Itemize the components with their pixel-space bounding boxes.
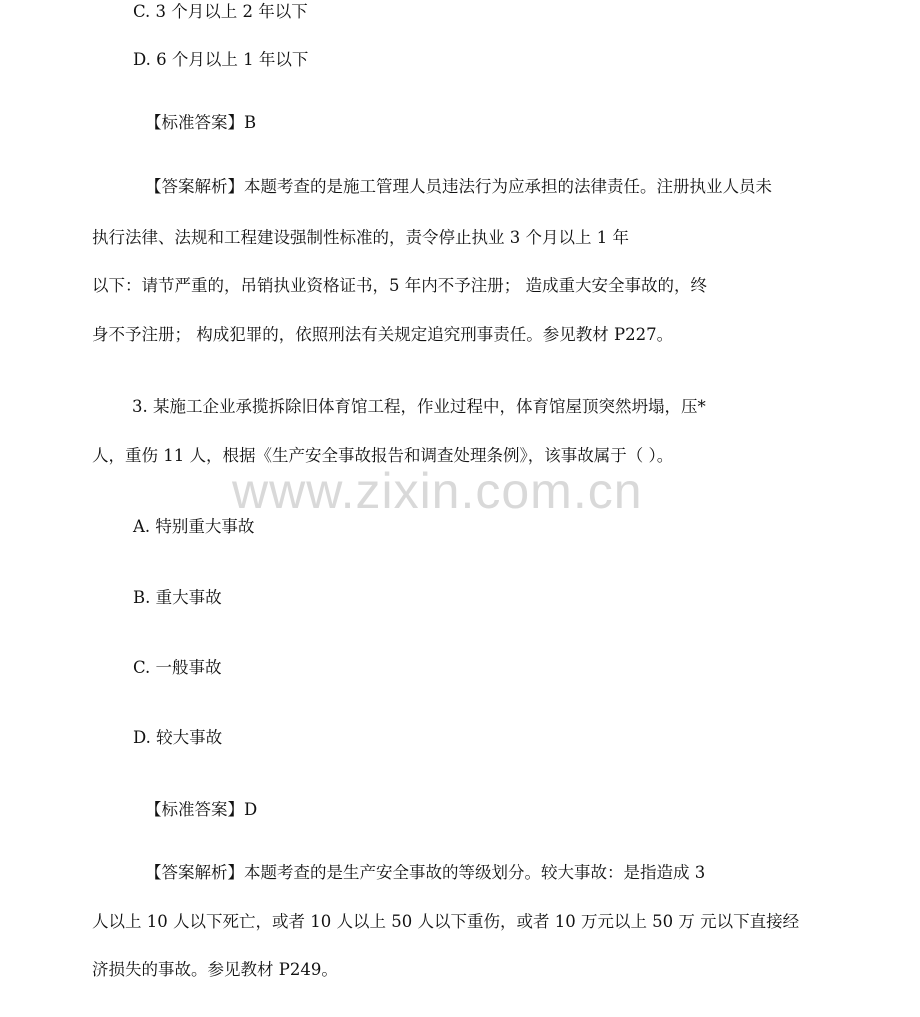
option-c-prev: C. 3 个月以上 2 年以下 bbox=[133, 2, 308, 21]
prev-analysis-line: 【答案解析】本题考查的是施工管理人员违法行为应承担的法律责任。注册执业人员未 bbox=[145, 177, 772, 196]
option-d-prev: D. 6 个月以上 1 年以下 bbox=[133, 50, 309, 69]
question-line: 3. 某施工企业承揽拆除旧体育馆工程，作业过程中，体育馆屋顶突然坍塌，压* bbox=[132, 397, 706, 416]
prev-standard-answer: 【标准答案】B bbox=[145, 113, 257, 132]
option-a: A. 特别重大事故 bbox=[133, 517, 255, 536]
question-line: 人，重伤 11 人，根据《生产安全事故报告和调查处理条例》，该事故属于（ ）。 bbox=[92, 446, 674, 465]
prev-analysis-line: 身不予注册； 构成犯罪的，依照刑法有关规定追究刑事责任。参见教材 P227。 bbox=[92, 325, 674, 344]
option-d: D. 较大事故 bbox=[133, 728, 223, 747]
standard-answer: 【标准答案】D bbox=[145, 800, 258, 819]
option-b: B. 重大事故 bbox=[133, 588, 222, 607]
analysis-line: 【答案解析】本题考查的是生产安全事故的等级划分。较大事故：是指造成 3 bbox=[145, 863, 706, 882]
prev-analysis-line: 执行法律、法规和工程建设强制性标准的，责令停止执业 3 个月以上 1 年 bbox=[92, 228, 629, 247]
prev-analysis-line: 以下：请节严重的，吊销执业资格证书，5 年内不予注册； 造成重大安全事故的，终 bbox=[92, 276, 707, 295]
analysis-line: 济损失的事故。参见教材 P249。 bbox=[92, 960, 338, 979]
watermark: www.zixin.com.cn bbox=[232, 463, 643, 519]
option-c: C. 一般事故 bbox=[133, 658, 222, 677]
analysis-line: 人以上 10 人以下死亡，或者 10 人以上 50 人以下重伤，或者 10 万元以上 50 万 元以下直接经 bbox=[92, 912, 800, 931]
